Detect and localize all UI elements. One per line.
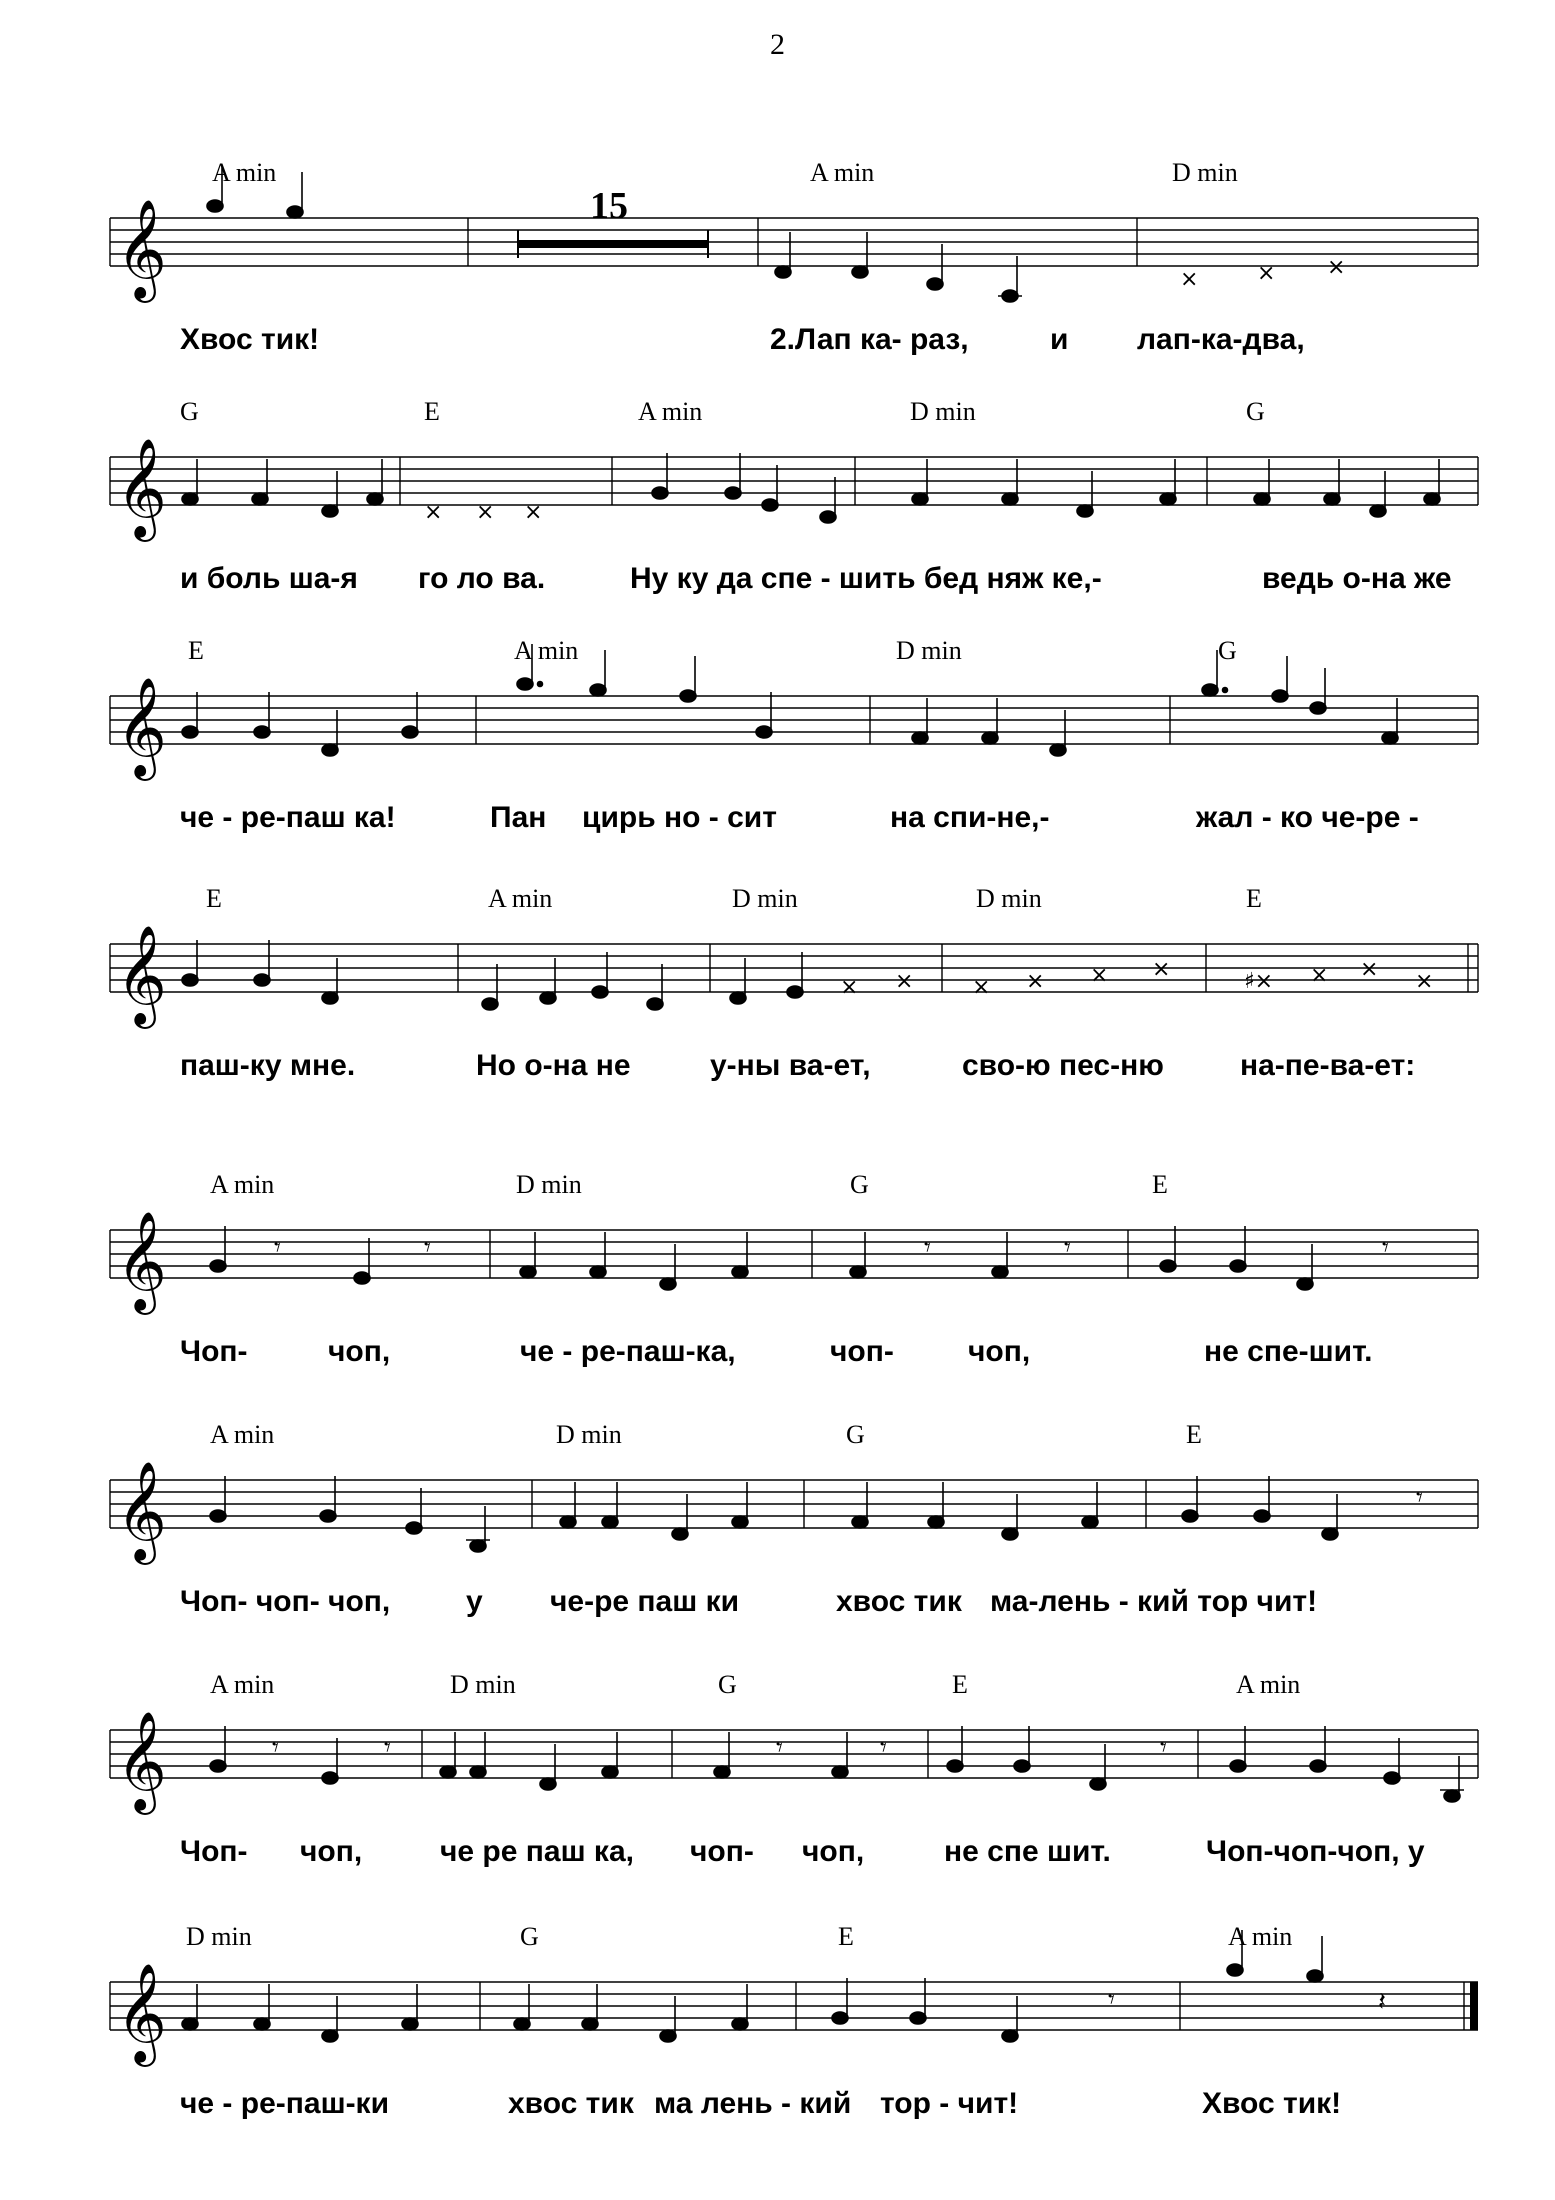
lyric-syllable: чоп- (830, 1335, 894, 1368)
chord-label: G (520, 1922, 539, 1951)
svg-text:𝄾: 𝄾 (1108, 1985, 1115, 2015)
chord-label: E (188, 636, 204, 665)
chord-label: D min (1172, 158, 1238, 187)
svg-text:×: × (524, 500, 543, 525)
system-1 (0, 158, 1555, 388)
svg-text:𝄾: 𝄾 (384, 1733, 391, 1763)
lyric-syllable: 2.Лап ка- раз, (770, 323, 969, 356)
lyric-syllable: Чоп- чоп- чоп, (180, 1585, 391, 1618)
svg-text:×: × (1360, 957, 1379, 982)
chord-label: A min (1236, 1670, 1301, 1699)
chord-label: A min (514, 636, 579, 665)
lyric-syllable: не спе шит. (944, 1835, 1111, 1868)
system-6 (0, 1420, 1555, 1650)
chord-label: D min (186, 1922, 252, 1951)
chord-label: G (846, 1420, 865, 1449)
svg-text:×: × (1090, 963, 1109, 988)
lyric-syllable: че - ре-паш-ка, (520, 1335, 736, 1368)
svg-text:×: × (1180, 267, 1199, 292)
chord-label: E (1152, 1170, 1168, 1199)
lyric-syllable: Чоп- (180, 1335, 248, 1368)
chord-label: G (1218, 636, 1237, 665)
svg-text:𝄽: 𝄽 (1378, 1987, 1386, 2017)
svg-text:×: × (895, 969, 914, 994)
svg-text:×: × (424, 500, 443, 525)
lyric-syllable: чоп, (968, 1335, 1031, 1368)
lyric-syllable: и боль ша-я (180, 562, 358, 595)
chord-label: A min (488, 884, 553, 913)
treble-clef-icon: 𝄞 (116, 925, 167, 1025)
lyric-syllable: паш-ку мне. (180, 1049, 356, 1082)
lyric-syllable: тор - чит! (880, 2087, 1019, 2120)
treble-clef-icon: 𝄞 (116, 1461, 167, 1561)
svg-text:𝄾: 𝄾 (1160, 1733, 1167, 1763)
svg-text:𝄾: 𝄾 (776, 1733, 783, 1763)
svg-text:𝄾: 𝄾 (272, 1733, 279, 1763)
lyric-syllable: че-ре паш ки (550, 1585, 740, 1618)
x-noteheads (1180, 255, 1345, 292)
chord-label: A min (210, 1420, 275, 1449)
chord-label: A min (810, 158, 875, 187)
svg-text:𝄾: 𝄾 (274, 1233, 281, 1263)
svg-text:𝄾: 𝄾 (1416, 1483, 1423, 1513)
svg-text:×: × (476, 500, 495, 525)
chord-label: D min (450, 1670, 516, 1699)
eighth-rests (274, 1233, 1389, 1263)
lyric-syllable: жал - ко че-ре - (1196, 801, 1419, 834)
chord-label: E (838, 1922, 854, 1951)
svg-text:×: × (1415, 969, 1434, 994)
chord-label: E (206, 884, 222, 913)
svg-text:𝄾: 𝄾 (880, 1733, 887, 1763)
chord-label: A min (210, 1170, 275, 1199)
lyric-syllable: не спе-шит. (1204, 1335, 1373, 1368)
lyric-syllable: чоп, (300, 1835, 363, 1868)
lyric-syllable: у-ны ва-ет, (710, 1049, 871, 1082)
lyric-syllable: сво-ю пес-ню (962, 1049, 1164, 1082)
treble-clef-icon: 𝄞 (116, 1963, 167, 2063)
treble-clef-icon: 𝄞 (116, 1711, 167, 1811)
lyric-syllable: у (466, 1585, 483, 1618)
lyric-syllable: Чоп-чоп-чоп, у (1206, 1835, 1425, 1868)
chord-label: A min (1228, 1922, 1293, 1951)
lyric-syllable: Пан (490, 801, 547, 834)
chord-label: G (1246, 397, 1265, 426)
page-number: 2 (770, 28, 785, 61)
chord-label: D min (556, 1420, 622, 1449)
system-7 (0, 1670, 1555, 1900)
system-3 (0, 636, 1555, 866)
treble-clef-icon: 𝄞 (116, 677, 167, 777)
lyric-syllable: че ре паш ка, (440, 1835, 634, 1868)
lyric-syllable: ма-лень - кий тор чит! (990, 1585, 1318, 1618)
lyric-syllable: чоп, (328, 1335, 391, 1368)
chord-label: D min (516, 1170, 582, 1199)
lyric-syllable: Хвос тик! (180, 323, 320, 356)
chord-label: G (850, 1170, 869, 1199)
svg-text:𝄾: 𝄾 (424, 1233, 431, 1263)
svg-text:×: × (1327, 255, 1346, 280)
system-5 (0, 1170, 1555, 1400)
system-4 (0, 884, 1555, 1114)
lyric-syllable: чоп, (802, 1835, 865, 1868)
lyric-syllable: че - ре-паш-ки (180, 2087, 390, 2120)
chord-label: E (952, 1670, 968, 1699)
chord-label: E (1246, 884, 1262, 913)
svg-text:×: × (1257, 261, 1276, 286)
svg-text:×: × (840, 975, 859, 1000)
lyric-syllable: го ло ва. (418, 562, 546, 595)
chord-label: E (1186, 1420, 1202, 1449)
lyric-syllable: но - сит (664, 801, 777, 834)
svg-text:×: × (1152, 957, 1171, 982)
lyric-syllable: чоп- (690, 1835, 754, 1868)
lyric-syllable: Хвос тик! (1202, 2087, 1342, 2120)
svg-text:×: × (1310, 963, 1329, 988)
lyric-syllable: Но о-на не (476, 1049, 631, 1082)
treble-clef-icon: 𝄞 (116, 1211, 167, 1311)
treble-clef-icon: 𝄞 (116, 199, 167, 299)
lyric-syllable: на спи-не,- (890, 801, 1050, 834)
svg-text:𝄾: 𝄾 (1064, 1233, 1071, 1263)
lyric-syllable: и (1050, 323, 1069, 356)
svg-text:𝄾: 𝄾 (924, 1233, 931, 1263)
lyric-syllable: че - ре-паш ка! (180, 801, 396, 834)
svg-text:♯×: ♯× (1244, 969, 1274, 994)
lyric-syllable: ма лень - кий (654, 2087, 852, 2120)
chord-label: A min (210, 1670, 275, 1699)
final-barline (1470, 1982, 1478, 2030)
multi-measure-rest (518, 240, 708, 248)
lyric-syllable: лап-ка-два, (1137, 323, 1305, 356)
lyric-syllable: ведь о-на же (1262, 562, 1452, 595)
lyric-syllable: Ну ку да спе - шить бед няж ке,- (630, 562, 1102, 595)
chord-label: G (718, 1670, 737, 1699)
lyric-syllable: хвос тик (836, 1585, 962, 1618)
chord-label: G (180, 397, 199, 426)
svg-text:×: × (972, 975, 991, 1000)
chord-label: D min (910, 397, 976, 426)
chord-label: D min (976, 884, 1042, 913)
multi-rest-count: 15 (590, 185, 628, 227)
system-2 (0, 397, 1555, 627)
system-8 (0, 1922, 1555, 2152)
chord-label: A min (638, 397, 703, 426)
svg-text:𝄾: 𝄾 (1382, 1233, 1389, 1263)
chord-label: D min (732, 884, 798, 913)
chord-label: A min (212, 158, 277, 187)
chord-label: D min (896, 636, 962, 665)
svg-text:×: × (1026, 969, 1045, 994)
treble-clef-icon: 𝄞 (116, 438, 167, 538)
lyric-syllable: цирь (582, 801, 656, 834)
chord-label: E (424, 397, 440, 426)
lyric-syllable: хвос тик (508, 2087, 634, 2120)
lyric-syllable: на-пе-ва-ет: (1240, 1049, 1416, 1082)
lyric-syllable: Чоп- (180, 1835, 248, 1868)
